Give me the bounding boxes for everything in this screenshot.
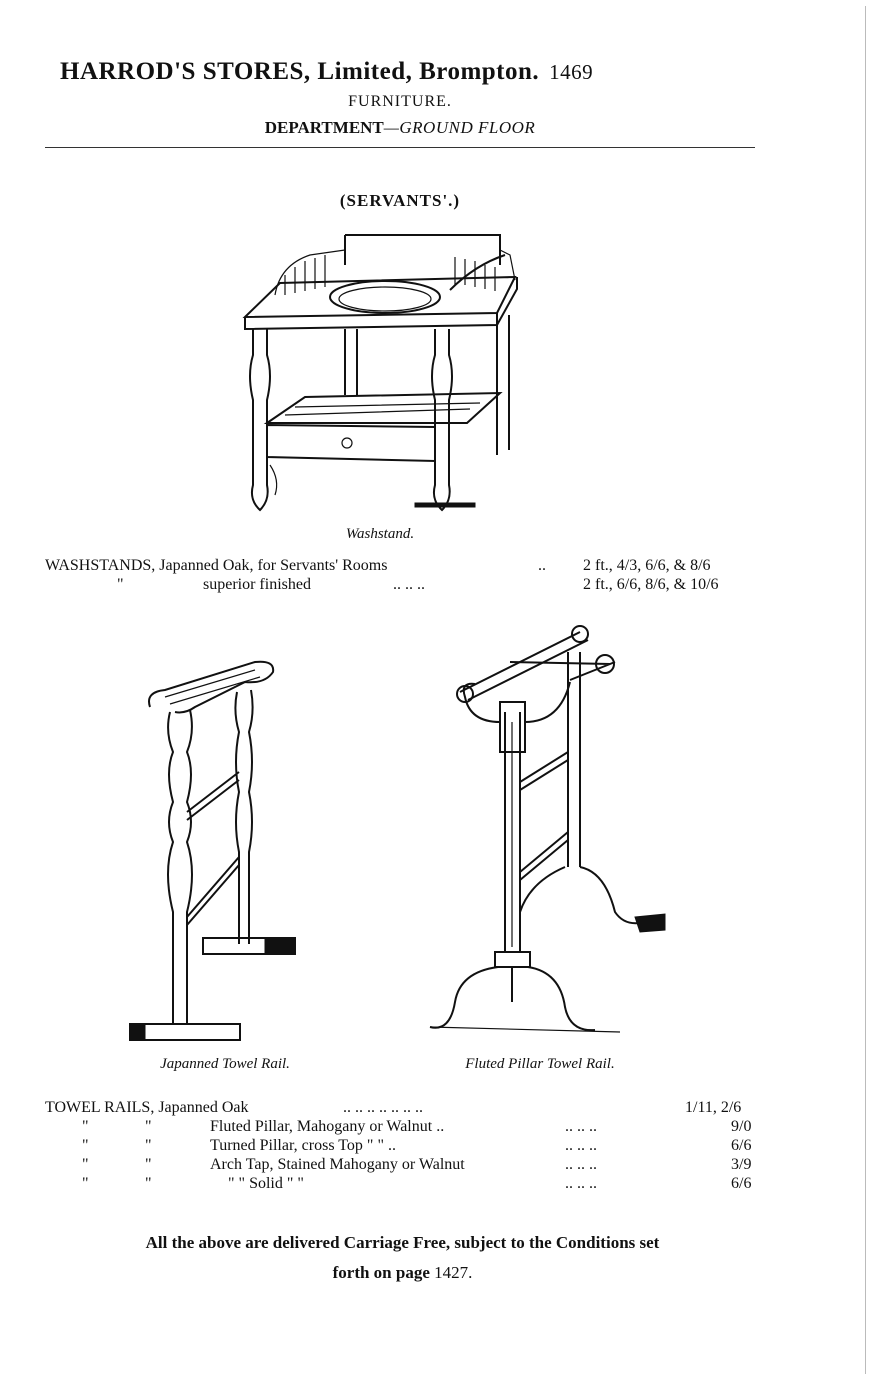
washstand-caption: Washstand.	[345, 526, 415, 542]
leader-dots: .. .. ..	[393, 576, 425, 593]
section-title: (SERVANTS'.)	[339, 191, 461, 210]
floor-label: —GROUND FLOOR	[383, 118, 536, 137]
page-number: 1469	[549, 60, 594, 84]
ditto-mark: "	[82, 1156, 89, 1173]
item-description: TOWEL RAILS, Japanned Oak	[45, 1099, 249, 1116]
department-floor	[0, 118, 800, 138]
item-description: Fluted Pillar, Mahogany or Walnut ..	[210, 1118, 445, 1135]
item-price: 9/0	[731, 1118, 752, 1135]
leader-dots: .. .. ..	[565, 1137, 597, 1154]
leader-dots: .. .. ..	[565, 1118, 597, 1135]
item-description: Arch Tap, Stained Mahogany or Walnut	[210, 1156, 465, 1173]
ditto-mark: "	[82, 1118, 89, 1135]
ditto-mark: "	[145, 1156, 152, 1173]
department-label: DEPARTMENT	[264, 118, 384, 137]
delivery-note-text: forth on page	[332, 1263, 430, 1282]
item-description: " " Solid " "	[228, 1175, 304, 1192]
fluted-pillar-towel-rail-illustration	[420, 622, 675, 1047]
towel-rail-row-4	[45, 1156, 765, 1176]
store-name: HARROD'S STORES, Limited, Brompton.	[60, 58, 540, 85]
delivery-note-line-2	[30, 1258, 775, 1288]
towel-rail-row-1	[45, 1099, 765, 1119]
leader-dots: .. .. ..	[565, 1156, 597, 1173]
item-price: 6/6	[731, 1137, 752, 1154]
towel-rail-row-2	[45, 1118, 765, 1138]
department-name: FURNITURE.	[348, 93, 452, 110]
ditto-mark: "	[117, 576, 124, 593]
item-price: 2 ft., 4/3, 6/6, & 8/6	[583, 557, 711, 574]
item-description: superior finished	[203, 576, 311, 593]
leader-dots: ..	[538, 557, 546, 574]
leader-dots: .. .. ..	[565, 1175, 597, 1192]
delivery-note	[30, 1228, 775, 1288]
washstand-row-1	[45, 557, 765, 577]
leader-dots: .. .. .. .. .. .. ..	[343, 1099, 423, 1116]
fluted-pillar-towel-rail-caption: Fluted Pillar Towel Rail.	[465, 1056, 615, 1072]
washstand-illustration	[235, 225, 555, 525]
ditto-mark: "	[82, 1137, 89, 1154]
item-description: Turned Pillar, cross Top " " ..	[210, 1137, 396, 1154]
ditto-mark: "	[82, 1175, 89, 1192]
item-price: 1/11, 2/6	[685, 1099, 742, 1116]
japanned-towel-rail-illustration	[125, 652, 325, 1047]
ditto-mark: "	[145, 1118, 152, 1135]
header-rule	[45, 147, 755, 148]
washstand-row-2	[45, 576, 765, 596]
delivery-note-line-1: All the above are delivered Carriage Free, subject to the Conditions set	[145, 1233, 660, 1252]
item-price: 6/6	[731, 1175, 752, 1192]
item-description: WASHSTANDS, Japanned Oak, for Servants' Rooms	[45, 557, 388, 574]
reference-page: 1427.	[434, 1263, 473, 1282]
ditto-mark: "	[145, 1175, 152, 1192]
towel-rail-row-5	[45, 1175, 765, 1195]
item-price: 2 ft., 6/6, 8/6, & 10/6	[583, 576, 719, 593]
towel-rail-row-3	[45, 1137, 765, 1157]
store-heading	[60, 58, 760, 86]
ditto-mark: "	[145, 1137, 152, 1154]
japanned-towel-rail-caption: Japanned Towel Rail.	[160, 1056, 290, 1072]
item-price: 3/9	[731, 1156, 752, 1173]
